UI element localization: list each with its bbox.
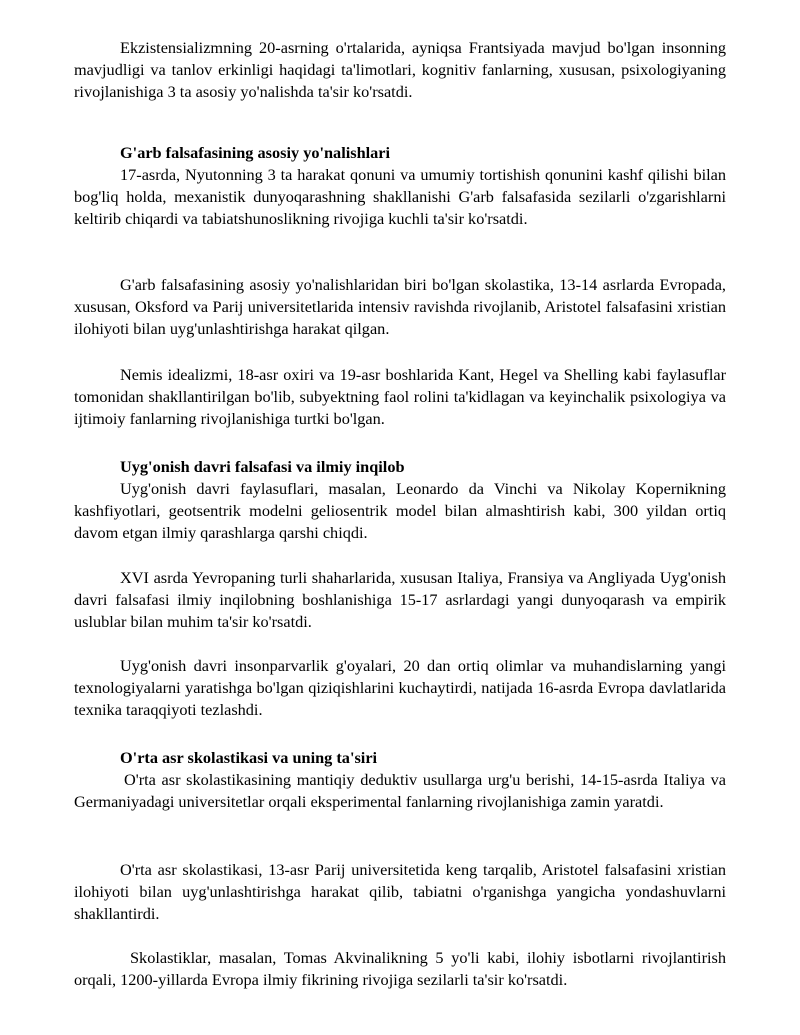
paragraph-deductive-methods: O'rta asr skolastikasining mantiqiy deduktiv usullarga urg'u berishi, 14-15-asrda Italiya va Germaniyadagi universitetlar orqali eksperimental fanlarning rivojlanishiga zamin yaratdi. xyxy=(74,770,726,812)
intro-paragraph: Ekzistensializmning 20-asrning o'rtalarida, ayniqsa Frantsiyada mavjud bo'lgan insonning mavjudligi va tanlov erkinligi haqidagi ta'limotlari, kognitiv fanlarning, xususan, psixologiyaning rivojlanishiga 3 ta asosiy yo'nalishda ta'sir ko'rsatdi. xyxy=(74,38,726,102)
paragraph-renaissance-philosophers: Uyg'onish davri faylasuflari, masalan, Leonardo da Vinchi va Nikolay Kopernikning kashfiyotlari, geotsentrik modelni geliosentrik model bilan almashtirish kabi, 300 yildan ortiq davom etgan ilmiy qarashlarga qarshi chiqdi. xyxy=(74,479,726,543)
paragraph-paris-university: O'rta asr skolastikasi, 13-asr Parij universitetida keng tarqalib, Aristotel falsafasini xristian ilohiyoti bilan uyg'unlashtirishga harakat qilib, tabiatni o'rganishga yangicha yondashuvlarni shakllantirdi. xyxy=(74,860,726,924)
section-heading-western-philosophy: G'arb falsafasining asosiy yo'nalishlari xyxy=(120,143,391,162)
paragraph-scholasticism: G'arb falsafasining asosiy yo'nalishlaridan biri bo'lgan skolastika, 13-14 asrlarda Evropada, xususan, Oksford va Parij universitetlarida intensiv ravishda rivojlanib, Aristotel falsafasini xristian ilohiyoti bilan uyg'unlashtirishga harakat qilgan. xyxy=(74,275,726,339)
paragraph-german-idealism: Nemis idealizmi, 18-asr oxiri va 19-asr boshlarida Kant, Hegel va Shelling kabi faylasuflar tomonidan shakllantirilgan bo'lib, subyektning faol rolini ta'kidlagan va keyinchalik psixologiya va ijtimoiy fanlarning rivojlanishiga turtki bo'lgan. xyxy=(74,365,726,429)
paragraph-humanism: Uyg'onish davri insonparvarlik g'oyalari, 20 dan ortiq olimlar va muhandislarning yangi texnologiyalarni yaratishga bo'lgan qiziqishlarini kuchaytirdi, natijada 16-asrda Evropa davlatlarida texnika taraqqiyoti tezlashdi. xyxy=(74,656,726,720)
section-heading-renaissance: Uyg'onish davri falsafasi va ilmiy inqilob xyxy=(120,457,405,476)
paragraph-scholastics-aquinas: Skolastiklar, masalan, Tomas Akvinalikning 5 yo'li kabi, ilohiy isbotlarni rivojlantirish orqali, 1200-yillarda Evropa ilmiy fikrining rivojiga sezilarli ta'sir ko'rsatdi. xyxy=(74,948,726,990)
paragraph-xvi-century: XVI asrda Yevropaning turli shaharlarida, xususan Italiya, Fransiya va Angliyada Uyg'onish davri falsafasi ilmiy inqilobning boshlanishiga 15-17 asrlardagi yangi dunyoqarash va empirik uslublar bilan muhim ta'sir ko'rsatdi. xyxy=(74,568,726,632)
section-heading-medieval-scholasticism: O'rta asr skolastikasi va uning ta'siri xyxy=(120,748,378,767)
paragraph-newton: 17-asrda, Nyutonning 3 ta harakat qonuni va umumiy tortishish qonunini kashf qilishi bilan bog'liq holda, mexanistik dunyoqarashning shakllanishi G'arb falsafasida sezilarli o'zgarishlarni keltirib chiqardi va tabiatshunoslikning rivojiga kuchli ta'sir ko'rsatdi. xyxy=(74,165,726,229)
